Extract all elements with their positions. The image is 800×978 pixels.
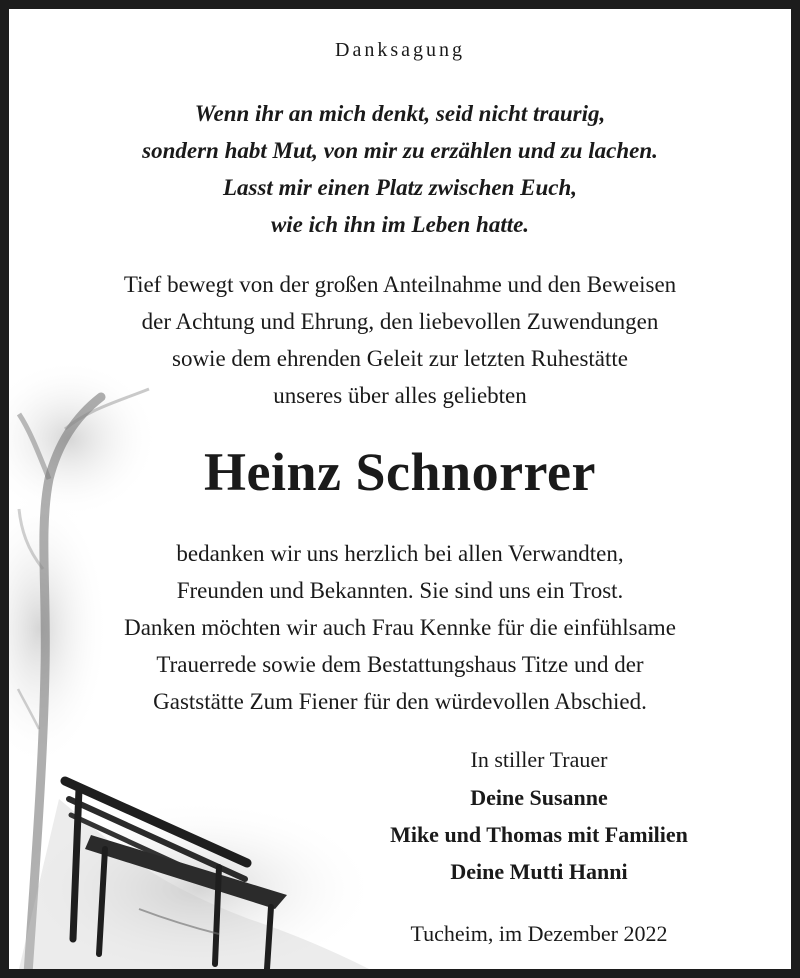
thanks-line-1: bedanken wir uns herzlich bei allen Verwandten,: [176, 541, 624, 566]
signature-name-3: Deine Mutti Hanni: [450, 859, 628, 884]
intro-line-1: Tief bewegt von der großen Anteilnahme und den Beweisen: [123, 272, 677, 297]
place-date: Tucheim, im Dezember 2022: [410, 921, 668, 946]
poem-line-1: Wenn ihr an mich denkt, seid nicht traurig,: [194, 101, 606, 126]
intro-line-2: der Achtung und Ehrung, den liebevollen Zuwendungen: [141, 309, 659, 334]
poem-line-2: sondern habt Mut, von mir zu erzählen und zu lachen.: [142, 138, 658, 163]
signature-intro: In stiller Trauer: [470, 747, 608, 772]
poem-line-4: wie ich ihn im Leben hatte.: [270, 212, 530, 237]
signature-name-2: Mike und Thomas mit Familien: [390, 822, 688, 847]
obituary-text: [9, 9, 791, 969]
intro-line-3: sowie dem ehrenden Geleit zur letzten Ruhestätte: [172, 346, 628, 371]
poem-line-3: Lasst mir einen Platz zwischen Euch,: [222, 175, 577, 200]
thanks-line-5: Gaststätte Zum Fiener für den würdevollen Abschied.: [153, 689, 647, 714]
heading: Danksagung: [335, 39, 465, 61]
thanks-line-4: Trauerrede sowie dem Bestattungshaus Titze und der: [156, 652, 644, 677]
thanks-line-3: Danken möchten wir auch Frau Kennke für die einfühlsame: [124, 615, 676, 640]
deceased-name: Heinz Schnorrer: [204, 442, 596, 502]
thanks-line-2: Freunden und Bekannten. Sie sind uns ein Trost.: [176, 578, 624, 603]
intro-line-4: unseres über alles geliebten: [273, 383, 527, 408]
signature-name-1: Deine Susanne: [470, 785, 608, 810]
